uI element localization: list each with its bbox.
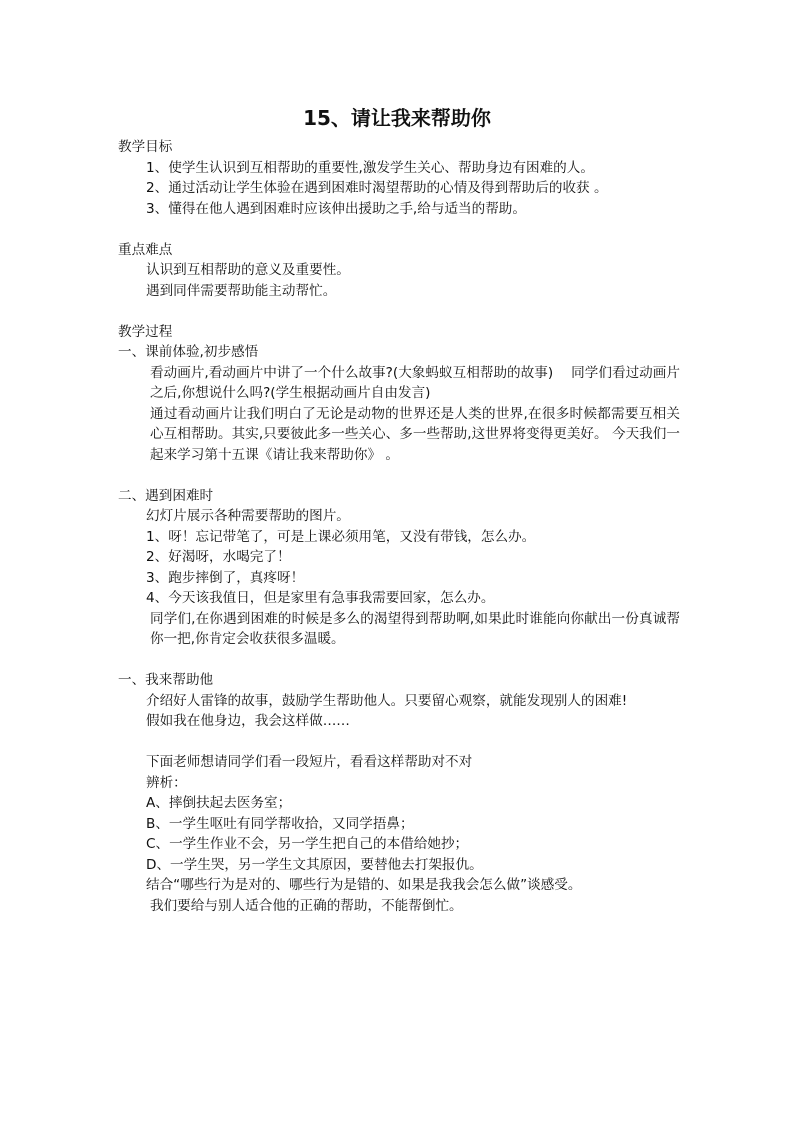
part3-paragraph-2: 假如我在他身边，我会这样做…… <box>146 713 350 729</box>
part2-item-2: 2、好渴呀，水喝完了！ <box>146 549 291 565</box>
spacer <box>118 650 680 671</box>
option-c: C、一学生作业不会，另一学生把自己的本借给她抄； <box>146 836 469 852</box>
spacer <box>118 301 680 322</box>
analysis-label: 辨析： <box>146 774 187 791</box>
part3-heading: 一、我来帮助他 <box>118 672 214 688</box>
part2-paragraph: 同学们,在你遇到困难的时候是多么的渴望得到帮助啊,如果此时谁能向你献出一份真诚帮你一把,你肯定会收获很多温暖。 <box>150 610 680 647</box>
keypoint-item-2: 遇到同伴需要帮助能主动帮忙。 <box>146 282 337 299</box>
part2-item-4: 4、今天该我值日，但是家里有急事我需要回家，怎么办。 <box>146 590 495 606</box>
part2-heading: 二、遇到困难时 <box>118 487 214 504</box>
conclusion-line: 我们要给与别人适合他的正确的帮助，不能帮倒忙。 <box>150 897 463 914</box>
option-d: D、一学生哭，另一学生文其原因，要替他去打架报仇。 <box>146 856 483 873</box>
process-heading: 教学过程 <box>118 323 173 340</box>
keypoint-item-1: 认识到互相帮助的意义及重要性。 <box>146 262 350 278</box>
option-a: A、摔倒扶起去医务室； <box>146 795 292 811</box>
part3-paragraph-1: 介绍好人雷锋的故事，鼓励学生帮助他人。只要留心观察，就能发现别人的困难! <box>146 692 628 709</box>
part2-item-1: 1、呀！忘记带笔了，可是上课必须用笔，又没有带钱，怎么办。 <box>146 528 536 545</box>
part1-paragraph-1: 看动画片,看动画片中讲了一个什么故事?(大象蚂蚁互相帮助的故事) 同学们看过动画片之后,你想说什么吗?(学生根据动画片自由发言) <box>150 364 680 401</box>
discussion-line: 结合“哪些行为是对的、哪些行为是错的、如果是我我会怎么做”谈感受。 <box>146 877 582 893</box>
goal-item-2: 2、通过活动让学生体验在遇到困难时渴望帮助的心情及得到帮助后的收获 。 <box>146 180 608 196</box>
option-b: B、一学生呕吐有同学帮收拾，又同学捂鼻； <box>146 815 414 832</box>
part3-paragraph-3: 下面老师想请同学们看一段短片，看看这样帮助对不对 <box>146 754 473 770</box>
document-body <box>118 137 680 916</box>
spacer <box>118 732 680 753</box>
part2-intro: 幻灯片展示各种需要帮助的图片。 <box>146 508 350 524</box>
keypoints-heading: 重点难点 <box>118 241 173 258</box>
part2-item-3: 3、跑步摔倒了，真疼呀！ <box>146 569 305 586</box>
goal-item-3: 3、懂得在他人遇到困难时应该伸出援助之手,给与适当的帮助。 <box>146 200 526 217</box>
spacer <box>118 465 680 486</box>
goal-item-1: 1、使学生认识到互相帮助的重要性,激发学生关心、帮助身边有困难的人。 <box>146 159 594 176</box>
document-title: 15、请让我来帮助你 <box>303 106 491 130</box>
part1-heading: 一、课前体验,初步感悟 <box>118 344 259 360</box>
part1-paragraph-2: 通过看动画片让我们明白了无论是动物的世界还是人类的世界,在很多时候都需要互相关心互相帮助。其实,只要彼此多一些关心、多一些帮助,这世界将变得更美好。 今天我们一起来学习第十五课《请让我来帮助你》 。 <box>150 405 680 463</box>
spacer <box>118 219 680 240</box>
goals-heading: 教学目标 <box>118 139 173 155</box>
